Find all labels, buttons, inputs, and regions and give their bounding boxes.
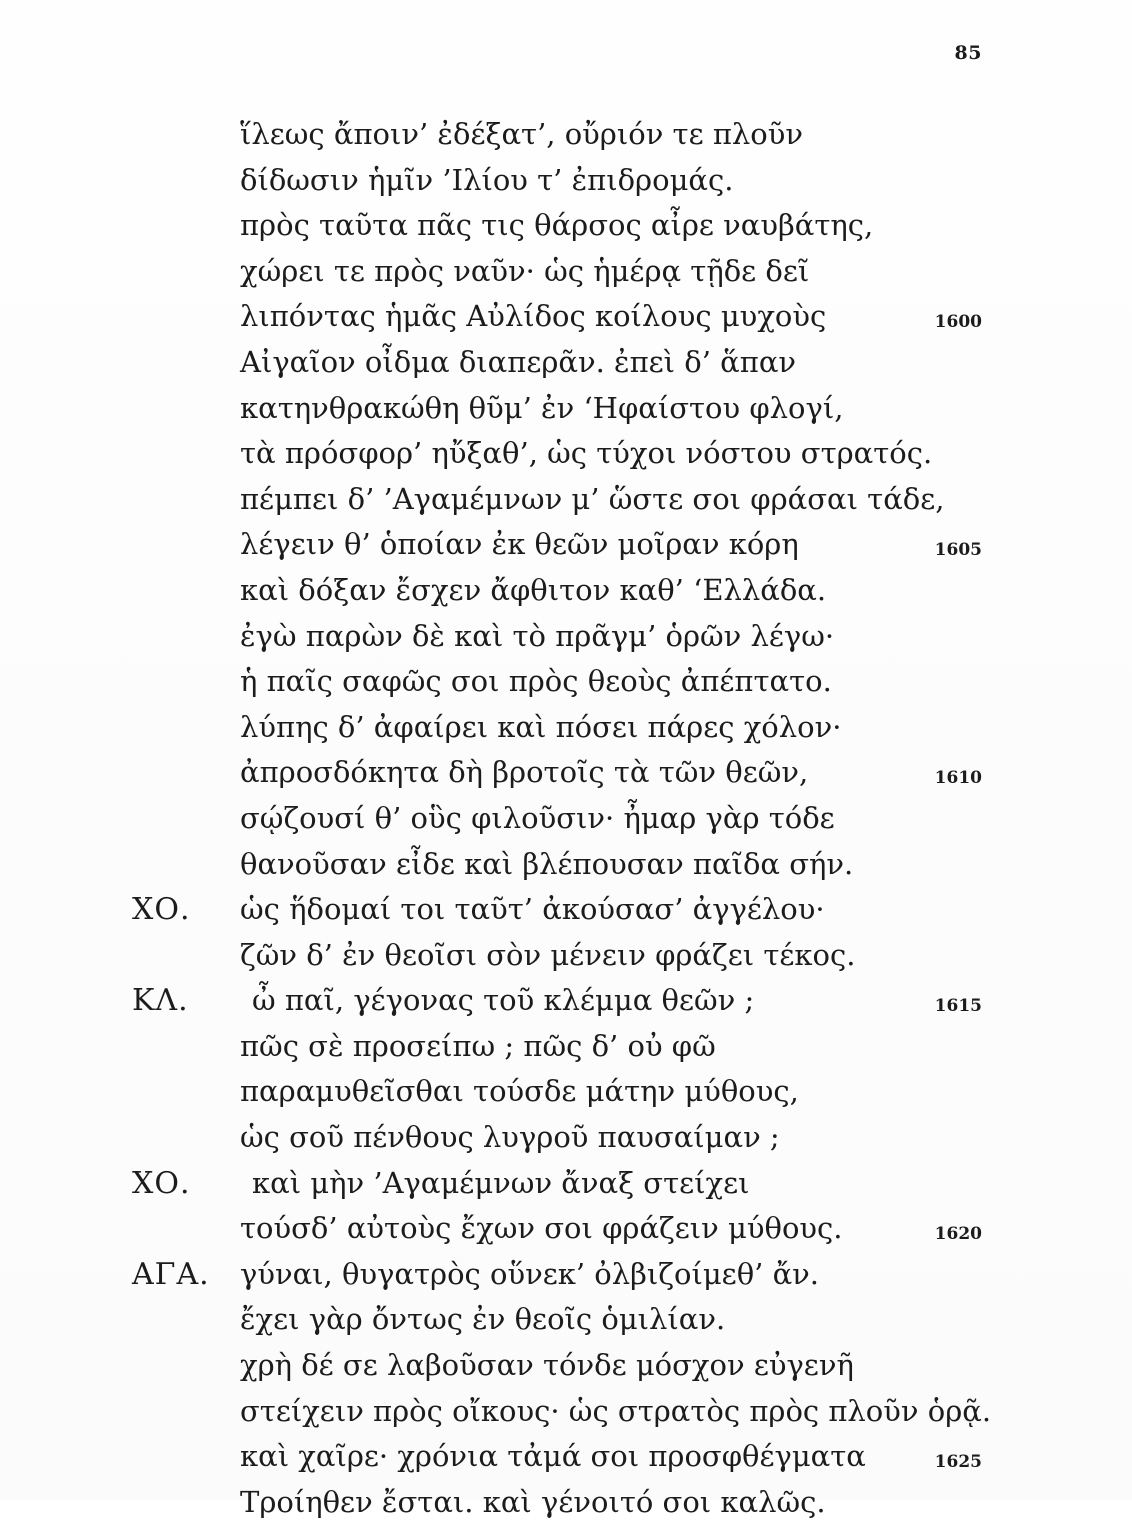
verse-text: ὦ παῖ, γέγονας τοῦ κλέμμα θεῶν ; xyxy=(252,983,755,1018)
verse-text: λιπόντας ἡμᾶς Αὐλίδος κοίλους μυχοὺς xyxy=(240,299,827,334)
verse-line xyxy=(0,1161,1132,1207)
verse-text: στείχειν πρὸς οἴκους· ὡς στρατὸς πρὸς πλοῦν ὁρᾷ. xyxy=(240,1393,992,1428)
page-number: 85 xyxy=(954,42,982,64)
verse-line xyxy=(0,978,1132,1024)
verse-line xyxy=(0,340,1132,386)
verse-text: λύπης δ’ ἀφαίρει καὶ πόσει πάρες χόλον· xyxy=(240,709,842,744)
verse-text: ὡς σοῦ πένθους λυγροῦ παυσαίμαν ; xyxy=(240,1120,780,1155)
verse-text: χώρει τε πρὸς ναῦν· ὡς ἡμέρᾳ τῇδε δεῖ xyxy=(240,253,810,288)
verse-text: χρὴ δέ σε λαβοῦσαν τόνδε μόσχον εὐγενῆ xyxy=(240,1348,854,1383)
verse-line xyxy=(0,1297,1132,1343)
verse-line xyxy=(0,568,1132,614)
verse-line xyxy=(0,1343,1132,1389)
verse-line xyxy=(0,431,1132,477)
verse-text: σῴζουσί θ’ οὓς φιλοῦσιν· ἦμαρ γὰρ τόδε xyxy=(240,800,835,835)
line-number: 1625 xyxy=(934,1452,982,1473)
verse-line xyxy=(0,386,1132,432)
verse-line xyxy=(0,887,1132,933)
speaker-label: ΑΓΑ. xyxy=(132,1256,210,1292)
verse-line xyxy=(0,1252,1132,1298)
verse-text: καὶ χαῖρε· χρόνια τἀμά σοι προσφθέγματα xyxy=(240,1439,866,1474)
line-number: 1600 xyxy=(934,312,982,333)
verse-line xyxy=(0,1206,1132,1252)
verse-line xyxy=(0,796,1132,842)
verse-line xyxy=(0,842,1132,888)
verse-text: ἀπροσδόκητα δὴ βροτοῖς τὰ τῶν θεῶν, xyxy=(240,755,809,790)
verse-line xyxy=(0,249,1132,295)
speaker-label: ΧΟ. xyxy=(132,1165,191,1201)
verse-text: καὶ μὴν ’Αγαμέμνων ἄναξ στείχει xyxy=(252,1165,750,1200)
verse-line xyxy=(0,294,1132,340)
verse-text: παραμυθεῖσθαι τούσδε μάτην μύθους, xyxy=(240,1074,799,1109)
verse-text: ἵλεως ἄποιν’ ἐδέξατ’, οὔριόν τε πλοῦν xyxy=(240,117,803,151)
verse-text: Αἰγαῖον οἶδμα διαπερᾶν. ἐπεὶ δ’ ἅπαν xyxy=(240,344,797,379)
verse-line xyxy=(0,203,1132,249)
line-number: 1605 xyxy=(934,540,982,561)
verse-line xyxy=(0,1069,1132,1115)
line-number: 1610 xyxy=(934,768,982,789)
verse-line xyxy=(0,1434,1132,1480)
verse-text: ὡς ἥδομαί τοι ταῦτ’ ἀκούσασ’ ἀγγέλου· xyxy=(240,892,825,927)
speaker-label: ΧΟ. xyxy=(132,892,191,928)
verse-text: ἐγὼ παρὼν δὲ καὶ τὸ πρᾶγμ’ ὁρῶν λέγω· xyxy=(240,618,835,653)
verse-line xyxy=(0,614,1132,660)
verse-text: κατηνθρακώθη θῦμ’ ἐν ‘Ηφαίστου φλογί, xyxy=(240,390,844,425)
verse-line xyxy=(0,750,1132,796)
verse-block xyxy=(0,112,1132,1525)
verse-text: Τροίηθεν ἔσται. καὶ γένοιτό σοι καλῶς. xyxy=(240,1484,826,1519)
verse-line xyxy=(0,1389,1132,1435)
verse-text: ἡ παῖς σαφῶς σοι πρὸς θεοὺς ἀπέπτατο. xyxy=(240,664,832,699)
verse-line xyxy=(0,933,1132,979)
verse-line xyxy=(0,112,1132,158)
verse-text: γύναι, θυγατρὸς οὕνεκ’ ὀλβιζοίμεθ’ ἄν. xyxy=(240,1256,820,1291)
speaker-label: ΚΛ. xyxy=(132,983,189,1019)
verse-line xyxy=(0,522,1132,568)
verse-line xyxy=(0,1480,1132,1525)
verse-text: πέμπει δ’ ’Αγαμέμνων μ’ ὥστε σοι φράσαι τάδε, xyxy=(240,481,945,516)
verse-text: πῶς σὲ προσείπω ; πῶς δ’ οὐ φῶ xyxy=(240,1028,716,1063)
verse-text: τὰ πρόσφορ’ ηὔξαθ’, ὡς τύχοι νόστου στρατός. xyxy=(240,436,933,471)
line-number: 1620 xyxy=(934,1224,982,1245)
verse-text: τούσδ’ αὐτοὺς ἔχων σοι φράζειν μύθους. xyxy=(240,1211,843,1246)
verse-text: θανοῦσαν εἶδε καὶ βλέπουσαν παῖδα σήν. xyxy=(240,846,854,881)
verse-line xyxy=(0,659,1132,705)
verse-text: ζῶν δ’ ἐν θεοῖσι σὸν μένειν φράζει τέκος. xyxy=(240,937,856,972)
verse-line xyxy=(0,1024,1132,1070)
verse-text: καὶ δόξαν ἔσχεν ἄφθιτον καθ’ ‘Ελλάδα. xyxy=(240,572,827,607)
line-number: 1615 xyxy=(934,996,982,1017)
verse-text: πρὸς ταῦτα πᾶς τις θάρσος αἶρε ναυβάτης, xyxy=(240,208,874,243)
verse-text: λέγειν θ’ ὁποίαν ἐκ θεῶν μοῖραν κόρη xyxy=(240,527,799,562)
verse-line xyxy=(0,1115,1132,1161)
verse-text: ἔχει γὰρ ὄντως ἐν θεοῖς ὁμιλίαν. xyxy=(240,1302,726,1337)
verse-text: δίδωσιν ἡμῖν ’Ιλίου τ’ ἐπιδρομάς. xyxy=(240,162,734,197)
verse-line xyxy=(0,158,1132,204)
verse-line xyxy=(0,705,1132,751)
verse-line xyxy=(0,477,1132,523)
